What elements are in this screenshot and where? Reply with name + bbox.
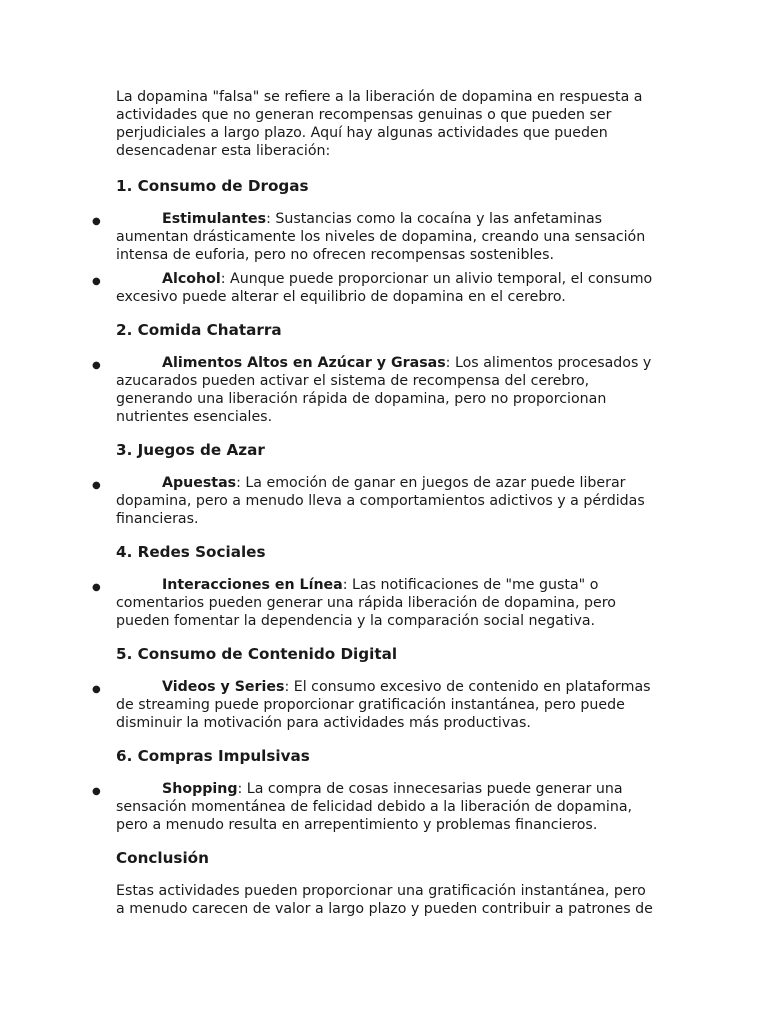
section-heading: 4. Redes Sociales [116,543,266,561]
conclusion-heading: Conclusión [116,849,209,867]
bullet-icon: ● [92,684,101,695]
bullet-icon: ● [92,786,101,797]
item-term: Alimentos Altos en Azúcar y Grasas [162,355,446,371]
item-text: : Aunque puede proporcionar un alivio temporal, el consumo excesivo puede alterar el equilibrio de dopamina en el cerebro. [116,271,653,305]
item-text: : El consumo excesivo de contenido en plataformas de streaming puede proporcionar gratificación instantánea, pero puede disminuir la motivación para actividades más productivas. [116,679,651,731]
conclusion-paragraph: Estas actividades pueden proporcionar una gratificación instantánea, pero a menudo carecen de valor a largo plazo y pueden contribuir a patrones de [116,883,653,917]
list-item [92,780,656,834]
list-item [92,210,656,264]
item-text: : Los alimentos procesados y azucarados pueden activar el sistema de recompensa del cerebro, generando una liberación rápida de dopamina, pero no proporcionan nutrientes esenciales. [116,355,652,425]
document-page [92,88,656,918]
section-heading: 2. Comida Chatarra [116,321,282,339]
bullet-icon: ● [92,360,101,371]
section-heading: 5. Consumo de Contenido Digital [116,645,398,663]
bullet-list [92,354,656,426]
section-azar [92,440,656,528]
bullet-list [92,678,656,732]
section-compras [92,746,656,834]
bullet-icon: ● [92,582,101,593]
list-item [92,270,656,306]
bullet-icon: ● [92,480,101,491]
section-heading: 6. Compras Impulsivas [116,747,310,765]
item-term: Shopping [162,781,238,797]
bullet-list [92,780,656,834]
section-comida [92,320,656,426]
item-term: Apuestas [162,475,237,491]
item-term: Alcohol [162,271,221,287]
list-item [92,576,656,630]
item-text: : Sustancias como la cocaína y las anfetaminas aumentan drásticamente los niveles de dopamina, creando una sensación intensa de euforia, pero no ofrecen recompensas sostenibles. [116,211,646,263]
item-text: : La emoción de ganar en juegos de azar puede liberar dopamina, pero a menudo lleva a comportamientos adictivos y a pérdidas financieras. [116,475,645,527]
bullet-list [92,576,656,630]
bullet-list [92,210,656,306]
section-contenido [92,644,656,732]
section-heading: 3. Juegos de Azar [116,441,265,459]
section-heading: 1. Consumo de Drogas [116,177,309,195]
bullet-icon: ● [92,276,101,287]
list-item [92,678,656,732]
item-term: Estimulantes [162,211,267,227]
item-term: Interacciones en Línea [162,577,343,593]
section-drogas [92,176,656,306]
bullet-icon: ● [92,216,101,227]
section-redes [92,542,656,630]
item-text: : La compra de cosas innecesarias puede generar una sensación momentánea de felicidad debido a la liberación de dopamina, pero a menudo resulta en arrepentimiento y problemas financieros. [116,781,633,833]
list-item [92,354,656,426]
list-item [92,474,656,528]
intro-paragraph: La dopamina "falsa" se refiere a la liberación de dopamina en respuesta a actividades que no generan recompensas genuinas o que pueden ser perjudiciales a largo plazo. Aquí hay algunas actividades que pueden desencadenar esta liberación: [116,89,643,159]
bullet-list [92,474,656,528]
item-term: Videos y Series [162,679,285,695]
section-conclusion [116,848,656,918]
item-text: : Las notificaciones de "me gusta" o comentarios pueden generar una rápida liberación de dopamina, pero pueden fomentar la dependencia y la comparación social negativa. [116,577,616,629]
